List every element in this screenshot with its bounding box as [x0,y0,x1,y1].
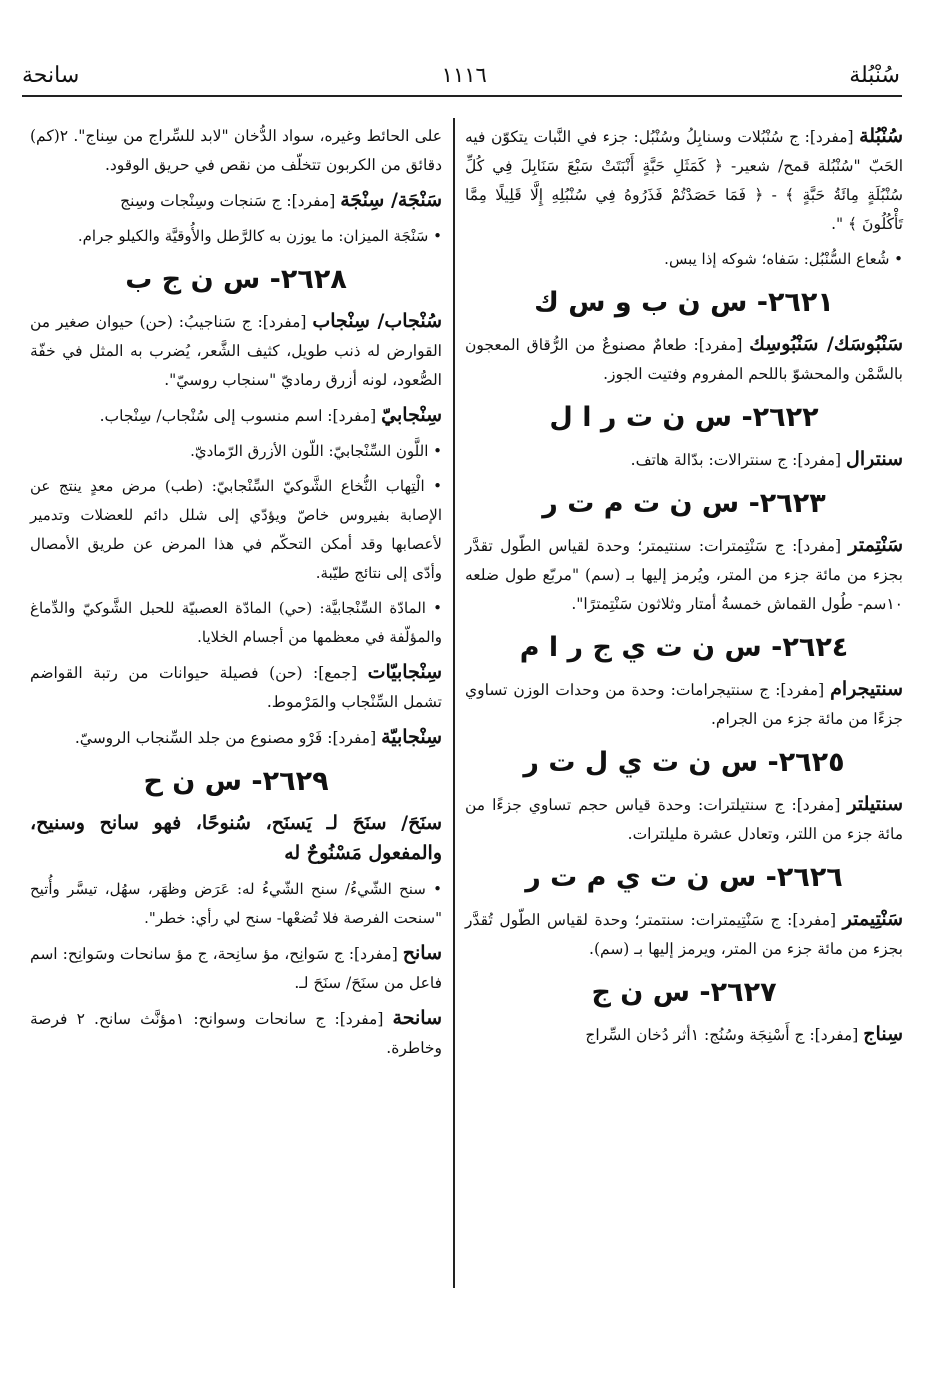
entry-definition: [مفرد]: ج سَوانِح، مؤ سانِحة، ج مؤ سانحات وسَوانِح: اسم فاعل من سنَحَ/ سنَحَ لـ. [30,945,442,992]
headword: سَنْبُوسَك/ سَنْبُوسِك [749,333,903,355]
headword: سِنْجابيّة [381,726,442,748]
headword: سنتيلتر [847,793,903,815]
headword: سانح [402,942,442,964]
dictionary-entry [30,723,442,753]
dictionary-entry [465,905,903,964]
root-heading: ٢٦٢٤- س ن ت ي ج ر ا م [519,632,849,663]
root-heading: ٢٦٢٣- س ن ت م ت ر [542,488,826,519]
entry-definition: [مفرد]: ج سُنْبُلات وسنابِلُ وسُنْبُل: جزء في النَّبات يتكوّن فيه الحَبّ "سُنْبُلة قمح/ شعير- ﴿ كَمَثَلِ حَبَّةٍ أَنْبَتَتْ سَبْعَ سَنَابِلَ فِي كُلِّ سُنْبُلَةٍ مِائَةُ حَبَّةٍ ﴾ - ﴿ فَمَا حَصَدْتُمْ فَذَرُوهُ فِي سُنْبُلِهِ إِلَّا قَلِيلًا مِمَّا تَأْكُلُونَ ﴾ ". [465,128,903,233]
entry-definition: [جمع]: (حن) فصيلة حيوانات من رتبة القواضم تشمل السِّنْجاب والمَرْموط. [30,664,442,711]
dictionary-entry [30,401,442,431]
dictionary-entry [465,531,903,619]
sub-entry: • شُعاع السُّنْبُل: سَفاه؛ شوكه إذا يبس. [664,250,903,268]
entry-definition: [مفرد]: ج سانحات وسوانح: ١مؤنَّث سانح. ٢ فرصة وخاطرة. [30,1010,442,1057]
sub-entry: • سَنْجَة الميزان: ما يوزن به كالرَّطل والأُوقيَّة والكيلو جرام. [77,227,442,245]
header-last-word: سانحة [22,62,80,88]
dictionary-entry [465,122,903,239]
entry-definition: [مفرد]: ج سنتيجرامات: وحدة من وحدات الوزن تساوي جزءًا من مائة جزء من الجرام. [465,681,903,728]
page-number: ١١١٦ [441,63,487,87]
right-column [465,122,903,1056]
entry-definition: [مفرد]: ج أَسْنِجَة وسُنُج: ١أثر دُخان السِّراج [585,1026,864,1044]
headword: سنترال [846,448,903,470]
entry-definition: [مفرد]: فَرْو مصنوع من جلد السِّنجاب الروسيّ. [74,729,382,747]
dictionary-entry [30,809,442,869]
headword: سِناج [863,1023,903,1045]
entry-definition: [مفرد]: اسم منسوب إلى سُنْجاب/ سِنْجاب. [99,407,382,425]
root-heading: ٢٦٢٩- س ن ح [143,766,329,797]
root-heading: ٢٦٢٧- س ن ج [591,977,777,1008]
header-first-word: سُنْبُلة [849,62,900,88]
headword: سانحة [392,1007,442,1029]
entry-definition: [مفرد]: ج سَنْتِيمترات: سنتمتر؛ وحدة لقياس الطّول تُقدَّر بجزء من مائة جزء من المتر، ويرمز إليها بـ (سم). [465,911,903,958]
headword: سِنْجابيّات [367,661,442,683]
headword: سُنْبُلة [859,125,903,147]
sub-entry: • سنح الشّيءُ/ سنح الشّيءُ له: عَرَض وظهَر، سهُل، تيسَّر وأُتيح "سنحت الفرصة فلا تُضعْها- سنح لي رأي: خطر". [30,880,442,927]
dictionary-entry [465,790,903,849]
dictionary-entry [30,658,442,717]
headword: سُنْجاب/ سِنْجاب [312,310,442,332]
root-heading: ٢٦٢٨- س ن ج ب [125,264,347,295]
dictionary-entry [30,186,442,216]
dictionary-entry [30,1004,442,1063]
root-heading: ٢٦٢١- س ن ب و س ك [534,287,834,318]
headword: سَنْجَة/ سِنْجَة [340,189,442,211]
headword: سَنْتِيمتر [842,908,903,930]
dictionary-entry [30,307,442,395]
page-header [22,58,900,92]
dictionary-entry [465,330,903,389]
dictionary-entry [465,675,903,734]
entry-definition: [مفرد]: ج سنترالات: بدّالة هاتف. [630,451,847,469]
headword: سنتيجرام [830,678,903,700]
entry-definition: [مفرد]: ج سنتيلترات: وحدة قياس حجم تساوي جزءًا من مائة جزء من اللتر، وتعادل عشرة مليلترات. [465,796,903,843]
dictionary-entry [465,1020,903,1050]
continued-text: على الحائط وغيره، سواد الدُّخان "لابد للسِّراج من سِناج". ٢(كم) دقائق من الكربون تتخلّف من نقص في حريق الوقود. [30,127,442,174]
entry-definition: [مفرد]: ج سَنجات وسِنْجات وسِنج [120,192,341,210]
column-divider [453,118,455,1288]
sub-entry: • المادّة السِّنْجابيَّة: (حي) المادّة العصبيّة للحبل الشَّوكيّ والدِّماغ والمؤلّفة في معظمها من أجسام الخلايا. [30,599,442,646]
header-rule [22,95,902,97]
root-heading: ٢٦٢٦- س ن ت ي م ت ر [525,862,843,893]
entry-definition: [مفرد]: طعامٌ مصنوعٌ من الرُّقاق المعجون بالسَّمْن والمحشوّ باللحم المفروم وفتيت الجوز. [465,336,903,383]
headword: سنَحَ/ سنَحَ لـ يَسنَح، سُنوحًا، فهو سانح وسنيح، والمفعول مَسْنُوحٌ له [30,812,442,864]
root-heading: ٢٦٢٥- س ن ت ي ل ت ر [523,747,845,778]
dictionary-entry [30,939,442,998]
sub-entry: • اللَّون السِّنْجابيّ: اللّون الأزرق الرّماديّ. [190,442,442,460]
headword: سَنْتِمتر [848,534,903,556]
dictionary-entry [465,445,903,475]
left-column [30,122,442,1069]
entry-definition: [مفرد]: ج سَناجيبُ: (حن) حيوان صغير من القوارض له ذنب طويل، كثيف الشَّعر، يُضرب به المثل في خفّة الصُّعود، لونه أزرق رماديّ "سنجاب روسيّ". [30,313,442,389]
headword: سِنْجابيّ [381,404,442,426]
sub-entry: • الْتِهاب النُّخاع الشَّوكيّ السِّنْجابيّ: (طب) مرض معدٍ ينتج عن الإصابة بفيروس خاصّ ويؤدّي إلى شلل دائم للعضلات وتدمير لأعصابها وقد أمكن التحكّم في هذا المرض عن طريق الأمصال وأدّى إلى نتائج طيّبة. [30,477,442,582]
root-heading: ٢٦٢٢- س ن ت ر ا ل [549,402,819,433]
entry-definition: [مفرد]: ج سَنْتِمترات: سنتيمتر؛ وحدة لقياس الطّول تقدَّر بجزء من مائة جزء من المتر، ويُرمز إليها بـ (سم) "مربّع طول ضلعه ١٠سم- طُول القماش خمسةُ أمتار وثلاثون سَنْتِمترًا". [465,537,903,613]
